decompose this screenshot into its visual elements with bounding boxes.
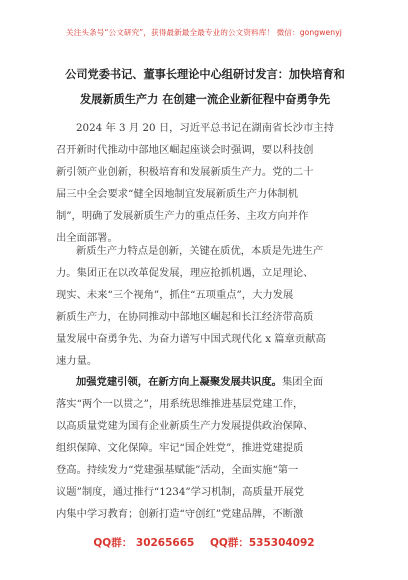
document-title-line-2: 发展新质生产力 在创建一流企业新征程中奋勇争先 — [79, 93, 331, 106]
paragraph-line: 2024 年 3 月 20 日，习近平总书记在湖南省长沙市主持 — [76, 122, 334, 134]
paragraph-line: 力。集团正在以改革促发展，理应抢抓机遇，立足理论、 — [56, 267, 314, 279]
paragraph-line: 落实“两个一以贯之”，用系统思维推进基层党建工作， — [56, 398, 304, 410]
paragraph-line: 新质生产力特点是创新，关键在质优，本质是先进生产 — [76, 245, 324, 257]
paragraph-line: 量发展中奋勇争先、为奋力谱写中国式现代化 x 篇章贡献高 — [56, 333, 326, 345]
paragraph-line: 出全面部署。 — [56, 232, 118, 244]
paragraph-line-rest: 集团全面 — [281, 376, 324, 388]
paragraph-line: 届三中全会要求“健全因地制宜发展新质生产力体制机 — [56, 188, 299, 200]
paragraph-line: 议题”制度，通过推行“1234”学习机制，高质量开展党 — [56, 486, 304, 498]
section-lead-heading: 加强党建引领，在新方向上凝聚发展共识度。 — [76, 376, 282, 388]
qq-group-1: QQ群： 30265665 — [93, 537, 195, 549]
paragraph-line: 新质生产力，在协同推动中部地区崛起和长江经济带高质 — [56, 311, 314, 323]
paragraph-line: 召开新时代推动中部地区崛起座谈会时强调，要以科技创 — [56, 144, 314, 156]
paragraph-line: 登高。持续发力“党建强基赋能”活动，全面实施“第一 — [56, 464, 299, 476]
paragraph-line: 速力量。 — [56, 355, 98, 367]
document-title-line-1: 公司党委书记、董事长理论中心组研讨发言：加快培育和 — [65, 68, 345, 81]
paragraph-line: 内集中学习教育；创新打造“守创红”党建品牌，不断激 — [56, 508, 304, 520]
paragraph-line: 组织保障、文化保障。牢记“国企姓党”，推进党建提质 — [56, 442, 304, 454]
paragraph-line: 新引领产业创新，积极培育和发展新质生产力。党的二十 — [56, 166, 314, 178]
promo-header: 关注头条号“公文研究”，获得最新最全最专业的公文资料库！ 微信：gongwenyj — [66, 28, 342, 37]
qq-group-footer — [0, 535, 408, 550]
paragraph-line: 以高质量党建为国有企业新质生产力发展提供政治保障、 — [56, 420, 314, 432]
paragraph-line: 现实、未来“三个视角”，抓住“五项重点”，大力发展 — [56, 289, 294, 301]
qq-group-2: QQ群：535304092 — [210, 537, 315, 549]
paragraph-line-first — [76, 374, 323, 390]
paragraph-line: 制”，明确了发展新质生产力的重点任务、主攻方向并作 — [56, 210, 309, 222]
